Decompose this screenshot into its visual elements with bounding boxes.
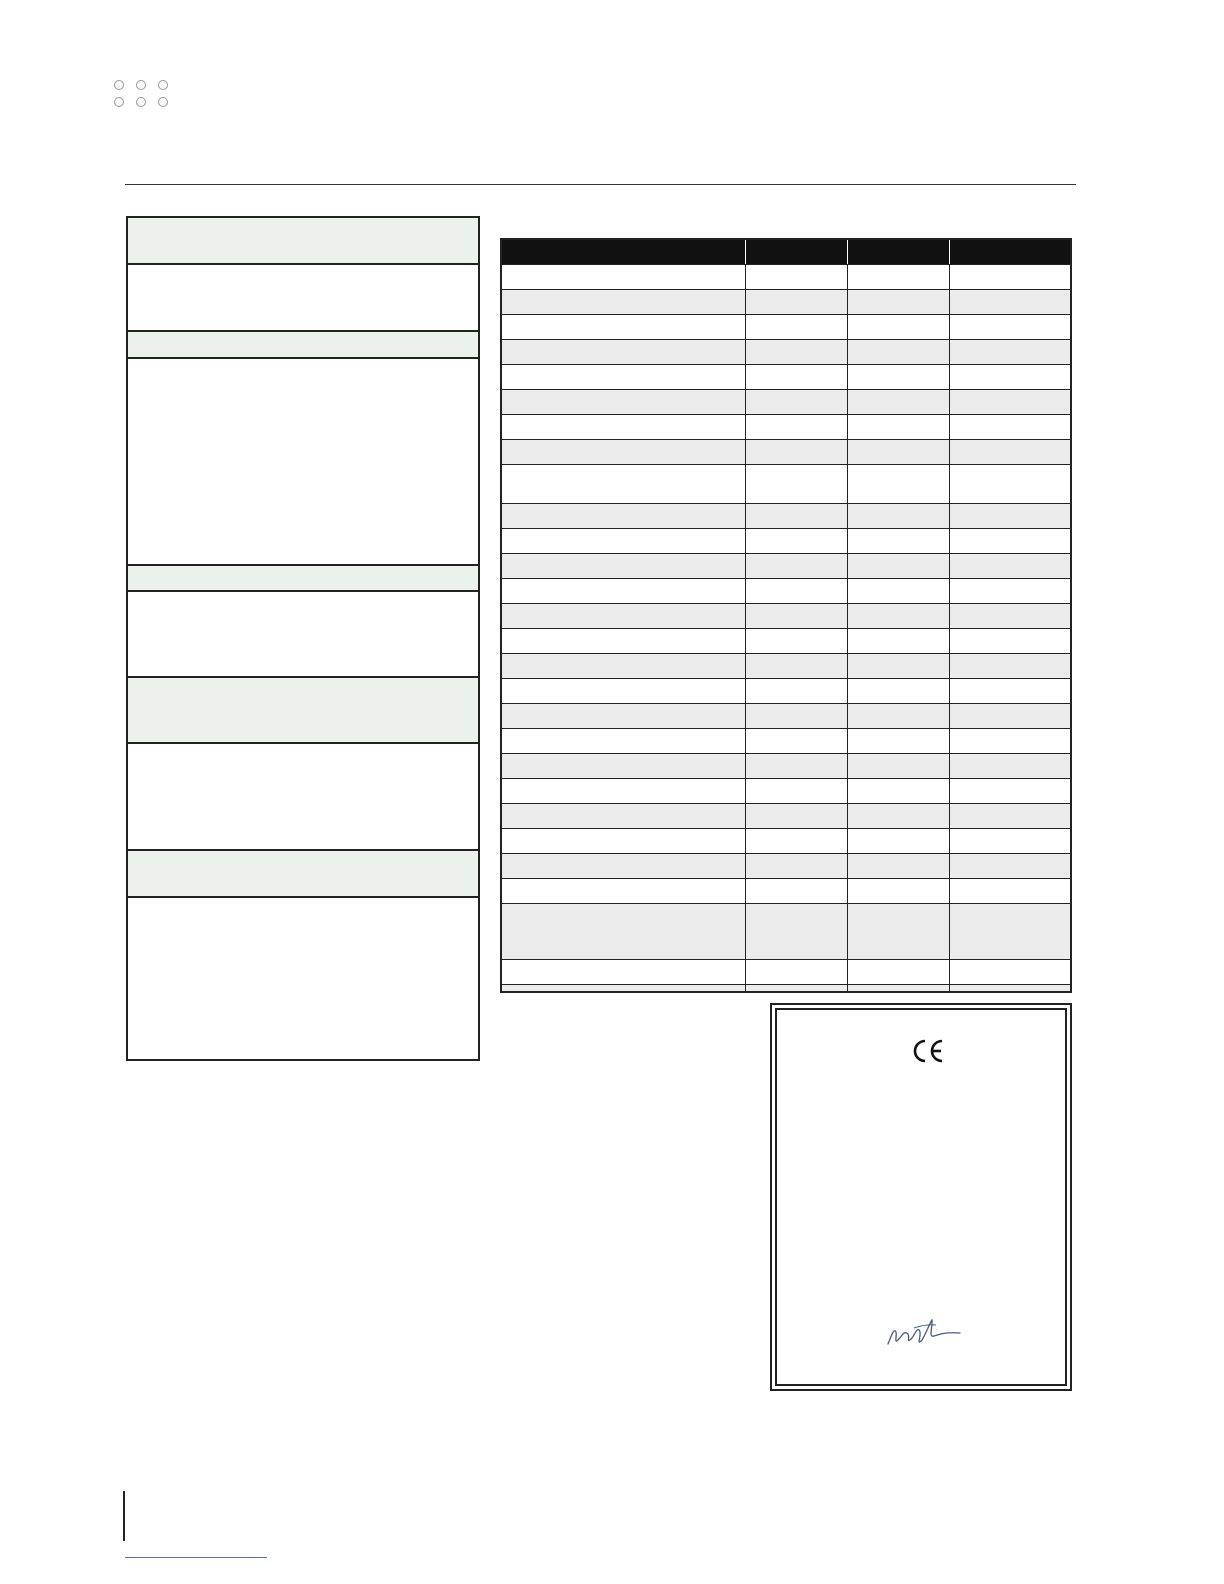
logo-dot	[136, 80, 146, 90]
footer-link-underline[interactable]	[125, 1557, 267, 1558]
panel-heading	[128, 564, 478, 590]
logo-dot	[158, 97, 168, 107]
ce-mark-icon	[911, 1038, 945, 1064]
column-divider	[949, 265, 950, 289]
column-divider	[949, 440, 950, 464]
column-divider	[847, 529, 848, 553]
column-divider	[745, 579, 746, 603]
table-row	[502, 728, 1070, 753]
table-row	[502, 984, 1070, 993]
column-divider	[949, 729, 950, 753]
column-divider	[847, 440, 848, 464]
table-row	[502, 653, 1070, 678]
column-divider	[745, 240, 746, 264]
column-divider	[949, 985, 950, 993]
footer-rule	[123, 1491, 125, 1541]
panel-heading	[128, 218, 478, 263]
panel-body	[128, 590, 478, 676]
column-divider	[745, 779, 746, 803]
table-row	[502, 578, 1070, 603]
column-divider	[847, 604, 848, 628]
column-divider	[847, 340, 848, 364]
column-divider	[847, 240, 848, 264]
spec-table	[500, 238, 1072, 993]
column-divider	[847, 629, 848, 653]
column-divider	[847, 504, 848, 528]
declaration-box	[770, 1003, 1072, 1391]
column-divider	[949, 340, 950, 364]
column-divider	[847, 465, 848, 503]
column-divider	[847, 579, 848, 603]
table-row	[502, 959, 1070, 984]
table-row	[502, 314, 1070, 339]
column-divider	[745, 440, 746, 464]
column-divider	[949, 629, 950, 653]
column-divider	[745, 554, 746, 578]
table-row	[502, 903, 1070, 959]
column-divider	[847, 879, 848, 903]
column-divider	[745, 960, 746, 984]
column-divider	[949, 679, 950, 703]
column-divider	[745, 315, 746, 339]
column-divider	[949, 804, 950, 828]
column-divider	[949, 554, 950, 578]
column-divider	[847, 679, 848, 703]
column-divider	[949, 704, 950, 728]
column-divider	[949, 290, 950, 314]
panel-body	[128, 896, 478, 1059]
column-divider	[847, 985, 848, 993]
column-divider	[847, 415, 848, 439]
column-divider	[847, 854, 848, 878]
column-divider	[847, 779, 848, 803]
column-divider	[847, 315, 848, 339]
column-divider	[745, 985, 746, 993]
column-divider	[847, 704, 848, 728]
logo-dot	[136, 97, 146, 107]
column-divider	[847, 390, 848, 414]
table-row	[502, 778, 1070, 803]
column-divider	[847, 754, 848, 778]
column-divider	[745, 829, 746, 853]
column-divider	[745, 729, 746, 753]
logo-dots	[114, 80, 178, 112]
table-row	[502, 553, 1070, 578]
table-row	[502, 803, 1070, 828]
column-divider	[745, 629, 746, 653]
info-panel	[126, 216, 480, 1061]
column-divider	[847, 829, 848, 853]
declaration-inner-frame	[775, 1008, 1067, 1386]
column-divider	[745, 390, 746, 414]
column-divider	[745, 504, 746, 528]
panel-heading	[128, 330, 478, 357]
column-divider	[745, 465, 746, 503]
column-divider	[847, 290, 848, 314]
column-divider	[847, 804, 848, 828]
column-divider	[949, 504, 950, 528]
column-divider	[949, 579, 950, 603]
table-row	[502, 628, 1070, 653]
table-row	[502, 464, 1070, 503]
column-divider	[745, 604, 746, 628]
column-divider	[949, 960, 950, 984]
column-divider	[949, 529, 950, 553]
column-divider	[745, 529, 746, 553]
panel-body	[128, 263, 478, 330]
header-divider	[125, 184, 1076, 185]
table-row	[502, 753, 1070, 778]
column-divider	[745, 704, 746, 728]
column-divider	[745, 415, 746, 439]
panel-body	[128, 742, 478, 849]
column-divider	[949, 365, 950, 389]
column-divider	[949, 854, 950, 878]
column-divider	[949, 754, 950, 778]
column-divider	[745, 654, 746, 678]
table-row	[502, 678, 1070, 703]
table-row	[502, 339, 1070, 364]
table-row	[502, 264, 1070, 289]
column-divider	[847, 554, 848, 578]
table-row	[502, 414, 1070, 439]
table-row	[502, 389, 1070, 414]
table-row	[502, 528, 1070, 553]
column-divider	[745, 290, 746, 314]
table-header-row	[502, 240, 1070, 264]
signature-icon	[884, 1314, 964, 1350]
column-divider	[745, 340, 746, 364]
table-row	[502, 603, 1070, 628]
panel-body	[128, 357, 478, 564]
column-divider	[745, 754, 746, 778]
column-divider	[949, 240, 950, 264]
panel-heading	[128, 849, 478, 896]
logo-dot	[114, 80, 124, 90]
column-divider	[847, 265, 848, 289]
table-row	[502, 828, 1070, 853]
logo-dot	[158, 80, 168, 90]
table-row	[502, 503, 1070, 528]
column-divider	[949, 654, 950, 678]
column-divider	[949, 904, 950, 959]
table-row	[502, 364, 1070, 389]
column-divider	[847, 729, 848, 753]
column-divider	[949, 390, 950, 414]
column-divider	[949, 779, 950, 803]
column-divider	[847, 960, 848, 984]
column-divider	[745, 804, 746, 828]
table-row	[502, 439, 1070, 464]
column-divider	[847, 904, 848, 959]
column-divider	[745, 679, 746, 703]
column-divider	[847, 365, 848, 389]
column-divider	[745, 904, 746, 959]
column-divider	[745, 854, 746, 878]
column-divider	[745, 365, 746, 389]
logo-dot	[114, 97, 124, 107]
panel-heading	[128, 676, 478, 742]
column-divider	[949, 315, 950, 339]
column-divider	[949, 829, 950, 853]
table-row	[502, 853, 1070, 878]
column-divider	[949, 604, 950, 628]
column-divider	[745, 879, 746, 903]
column-divider	[745, 265, 746, 289]
column-divider	[949, 415, 950, 439]
table-row	[502, 878, 1070, 903]
table-row	[502, 703, 1070, 728]
column-divider	[949, 879, 950, 903]
table-row	[502, 289, 1070, 314]
column-divider	[847, 654, 848, 678]
column-divider	[949, 465, 950, 503]
